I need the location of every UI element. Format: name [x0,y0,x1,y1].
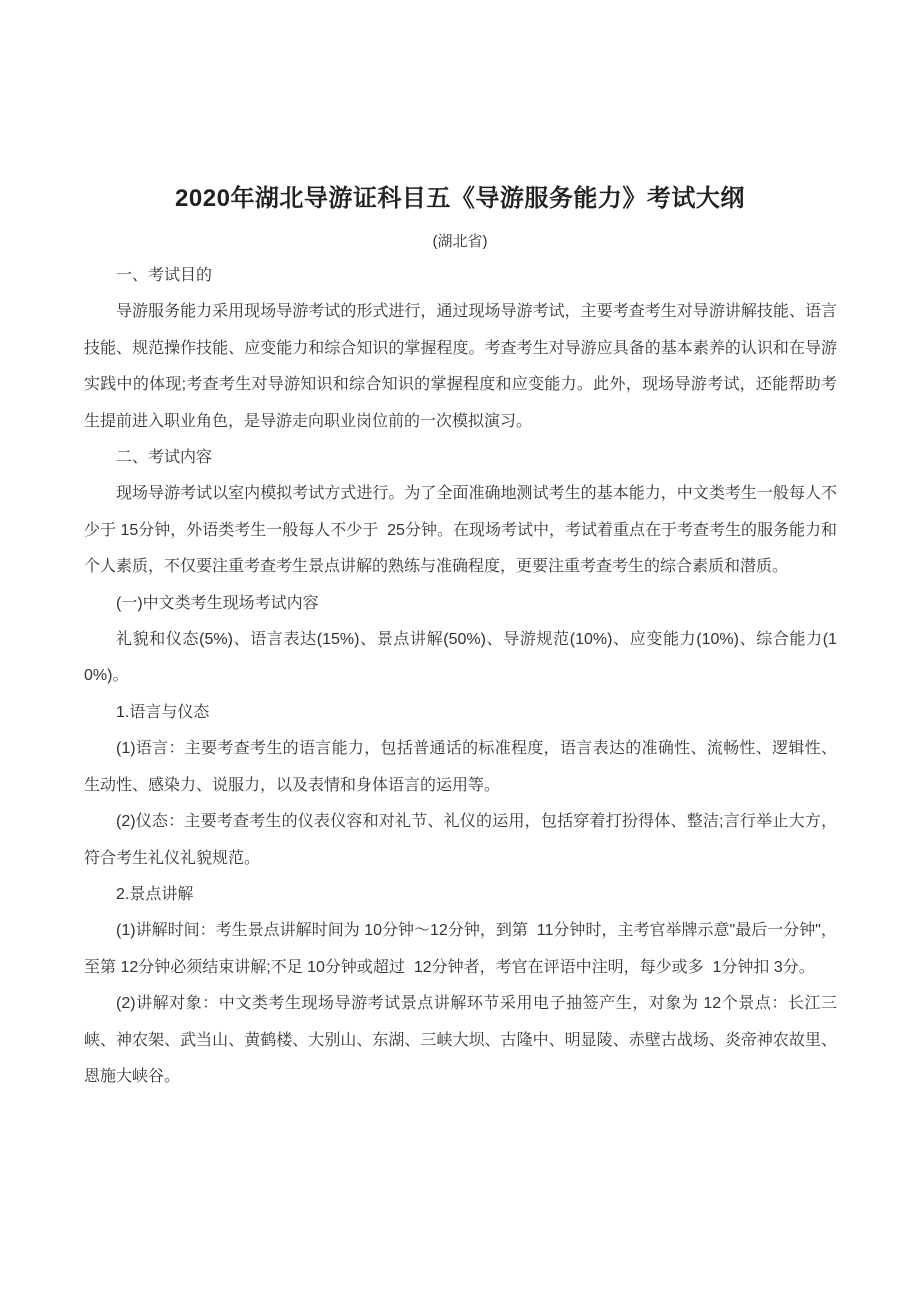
paragraph: (1)语言：主要考查考生的语言能力，包括普通话的标准程度，语言表达的准确性、流畅性、逻辑性、生动性、感染力、说服力，以及表情和身体语言的运用等。 [84,740,837,794]
document-title: 2020年湖北导游证科目五《导游服务能力》考试大纲 [175,185,745,212]
paragraph: (1)讲解时间：考生景点讲解时间为 10分钟～12分钟，到第 11分钟时，主考官举牌示意"最后一分钟"，至第 12分钟必须结束讲解;不足 10分钟或超过 12分钟者，考官在评语中注明，每少或多 1分钟扣 3分。 [84,922,837,976]
paragraph: 礼貌和仪态(5%)、语言表达(15%)、景点讲解(50%)、导游规范(10%)、应变能力(10%)、综合能力(10%)。 [84,631,837,685]
paragraph: (2)讲解对象：中文类考生现场导游考试景点讲解环节采用电子抽签产生，对象为 12个景点：长江三峡、神农架、武当山、黄鹤楼、大别山、东湖、三峡大坝、古隆中、明显陵、赤壁古战场、炎帝神农故里、恩施大峡谷。 [84,995,837,1085]
document-subtitle: (湖北省) [432,233,488,250]
paragraph: 导游服务能力采用现场导游考试的形式进行，通过现场导游考试，主要考查考生对导游讲解技能、语言技能、规范操作技能、应变能力和综合知识的掌握程度。考查考生对导游应具备的基本素养的认识和在导游实践中的体现;考查考生对导游知识和综合知识的掌握程度和应变能力。此外，现场导游考试，还能帮助考生提前进入职业角色，是导游走向职业岗位前的一次模拟演习。 [84,303,837,430]
document-body [84,258,837,1095]
paragraph: 2.景点讲解 [116,885,194,903]
paragraph: 现场导游考试以室内模拟考试方式进行。为了全面准确地测试考生的基本能力，中文类考生一般每人不少于 15分钟，外语类考生一般每人不少于 25分钟。在现场考试中，考试着重点在于考查考生的服务能力和个人素质，不仅要注重考查考生景点讲解的熟练与准确程度，更要注重考查考生的综合素质和潜质。 [84,485,837,576]
paragraph: 1.语言与仪态 [116,703,210,721]
section-heading: 一、考试目的 [116,267,213,284]
paragraph: (一)中文类考生现场考试内容 [116,594,319,612]
section-heading: 二、考试内容 [116,449,213,467]
paragraph: (2)仪态：主要考查考生的仪表仪容和对礼节、礼仪的运用，包括穿着打扮得体、整洁;言行举止大方，符合考生礼仪礼貌规范。 [84,813,837,867]
